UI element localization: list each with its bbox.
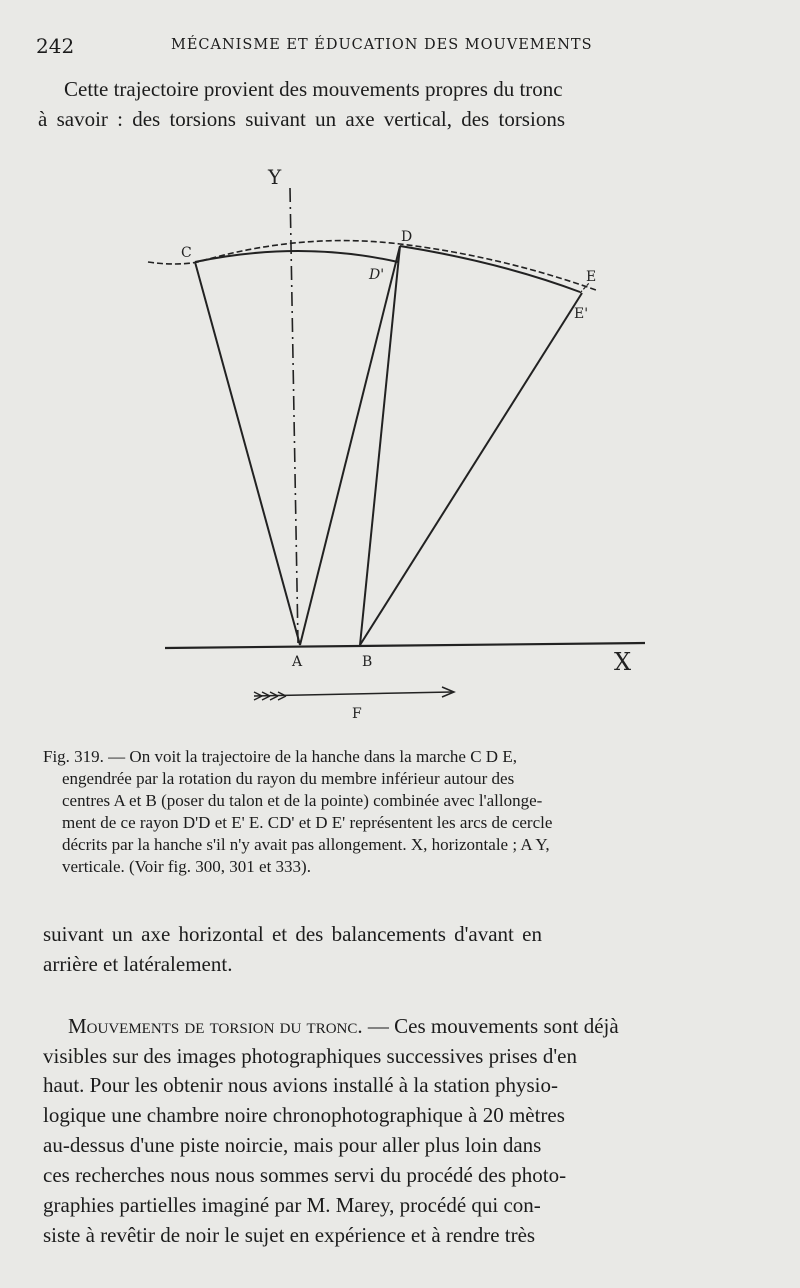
arc-d-eprime xyxy=(400,246,580,292)
section-first-line-rest: — Ces mouvements sont déjà xyxy=(362,1014,619,1038)
intro-line: à savoir : des torsions suivant un axe vertical, des torsions xyxy=(38,107,565,131)
label-f: F xyxy=(352,706,362,722)
section-first-line xyxy=(0,1012,800,1040)
caption-line: ment de ce rayon D'D et E' E. CD' et D E' représentent les arcs de cercle xyxy=(62,813,553,832)
section-line: logique une chambre noire chronophotographique à 20 mètres xyxy=(43,1103,565,1127)
radius-a-c xyxy=(195,262,300,645)
label-e-prime: E' xyxy=(574,306,589,322)
section-line: haut. Pour les obtenir nous avions installé à la station physio- xyxy=(43,1073,559,1097)
caption-line: Fig. 319. — On voit la trajectoire de la hanche dans la marche C D E, xyxy=(43,747,517,766)
radius-a-d xyxy=(300,246,400,645)
section-heading: Mouvements de torsion du tronc. xyxy=(68,1014,363,1038)
label-d: D xyxy=(401,229,413,245)
label-b: B xyxy=(362,654,373,670)
label-y: Y xyxy=(268,165,282,189)
vertical-axis-ay xyxy=(290,188,298,643)
label-c: C xyxy=(181,245,192,261)
section-line: visibles sur des images photographiques successives prises d'en xyxy=(43,1044,577,1068)
figure-319 xyxy=(0,150,800,725)
intro-line: Cette trajectoire provient des mouvements propres du tronc xyxy=(64,77,563,101)
continuation-line: suivant un axe horizontal et des balancements d'avant en xyxy=(43,922,542,946)
radius-b-e xyxy=(360,293,582,645)
running-head xyxy=(36,34,760,56)
label-d-prime: D' xyxy=(369,267,385,283)
page-number: 242 xyxy=(36,34,75,58)
label-a: A xyxy=(292,654,303,670)
label-e: E xyxy=(586,269,597,285)
section-line: graphies partielles imaginé par M. Marey, procédé qui con- xyxy=(43,1193,541,1217)
caption-line: engendrée par la rotation du rayon du membre inférieur autour des xyxy=(62,769,515,788)
caption-line: décrits par la hanche s'il n'y avait pas allongement. X, horizontale ; A Y, xyxy=(62,835,550,854)
radius-b-d xyxy=(360,246,400,645)
arc-c-dprime xyxy=(195,251,398,262)
horizontal-axis-x xyxy=(165,643,645,648)
section-line: au-dessus d'une piste noircie, mais pour aller plus loin dans xyxy=(43,1133,542,1157)
section-line: ces recherches nous nous sommes servi du procédé des photo- xyxy=(43,1163,567,1187)
continuation-line: arrière et latéralement. xyxy=(43,952,233,976)
label-x: X xyxy=(614,648,632,676)
section-line: siste à revêtir de noir le sujet en expérience et à rendre très xyxy=(43,1223,536,1247)
caption-line: centres A et B (poser du talon et de la pointe) combinée avec l'allonge- xyxy=(62,791,543,810)
caption-line: verticale. (Voir fig. 300, 301 et 333). xyxy=(62,857,311,876)
running-title: MÉCANISME ET ÉDUCATION DES MOUVEMENTS xyxy=(171,37,593,53)
